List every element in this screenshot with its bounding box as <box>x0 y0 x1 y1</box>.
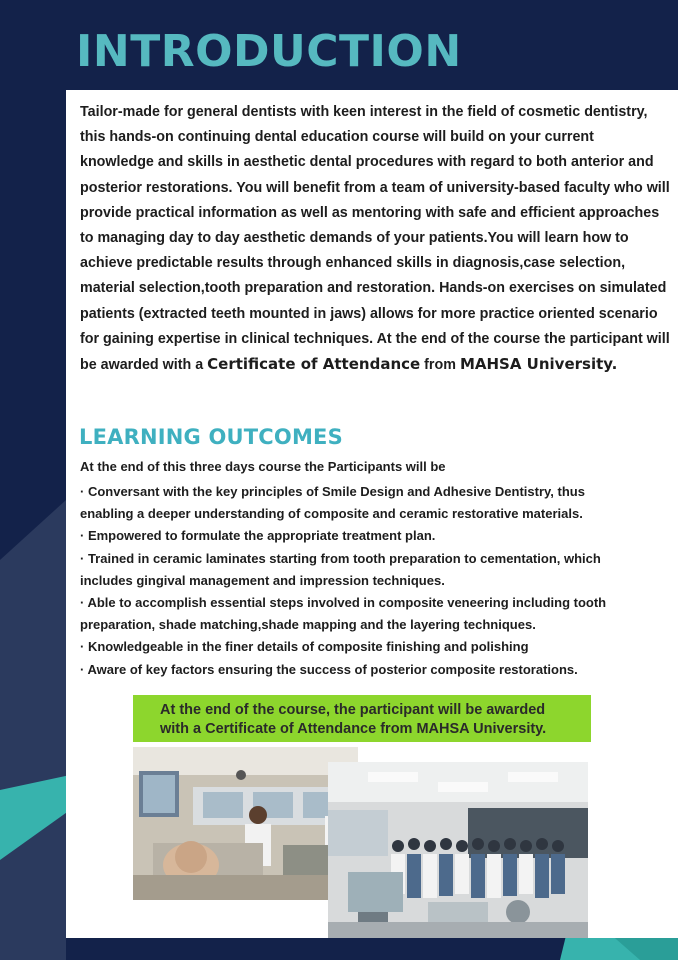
certificate-banner <box>133 695 591 742</box>
learning-outcomes-heading: LEARNING OUTCOMES <box>79 425 343 449</box>
list-item: · Able to accomplish essential steps involved in composite veneering including tooth preparation, shade matching,shade mapping and the layering techniques. <box>80 595 607 633</box>
list-item: · Knowledgeable in the finer details of composite finishing and polishing <box>80 639 529 655</box>
banner-line-1: At the end of the course, the participant will be awarded <box>160 702 546 718</box>
intro-paragraph <box>80 100 670 378</box>
page-title: INTRODUCTION <box>76 26 462 77</box>
banner-line-2: with a Certificate of Attendance from MAHSA University. <box>160 721 547 737</box>
university-text: MAHSA University. <box>459 355 618 374</box>
learning-outcomes-list <box>80 481 640 681</box>
list-item: · Aware of key factors ensuring the success of posterior composite restorations. <box>80 661 578 677</box>
learning-outcomes-intro: At the end of this three days course the Participants will be <box>80 459 446 474</box>
certificate-text: Certificate of Attendance <box>207 355 421 374</box>
list-item: · Trained in ceramic laminates starting from tooth preparation to cementation, which includes gingival management and impression techniques. <box>80 550 601 588</box>
list-item: · Conversant with the key principles of Smile Design and Adhesive Dentistry, thus enabling a deeper understanding of composite and ceramic restorative materials. <box>80 484 585 522</box>
lab-session-photo <box>133 747 358 900</box>
intro-text: Tailor-made for general dentists with keen interest in the field of cosmetic dentistry, this hands-on continuing dental education course will build on your current knowledge and skills in aesthetic dental procedures with regard to both anterior and posterior restorations. You will benefit from a team of university-based faculty who will provide practical information as well as mentoring with safe and efficient approaches to managing day to day aesthetic demands of your patients.You will learn how to achieve predictable results through enhanced skills in diagnosis,case selection, material selection,tooth preparation and restoration. Hands-on exercises on simulated patients (extracted teeth mounted in jaws) allows for more practice oriented scenario for gaining expertise in clinical techniques. At the end of the course the participant will be awarded with a <box>80 104 670 374</box>
list-item: · Empowered to formulate the appropriate treatment plan. <box>80 528 436 544</box>
from-text: from <box>424 357 456 374</box>
group-photo <box>328 762 588 938</box>
